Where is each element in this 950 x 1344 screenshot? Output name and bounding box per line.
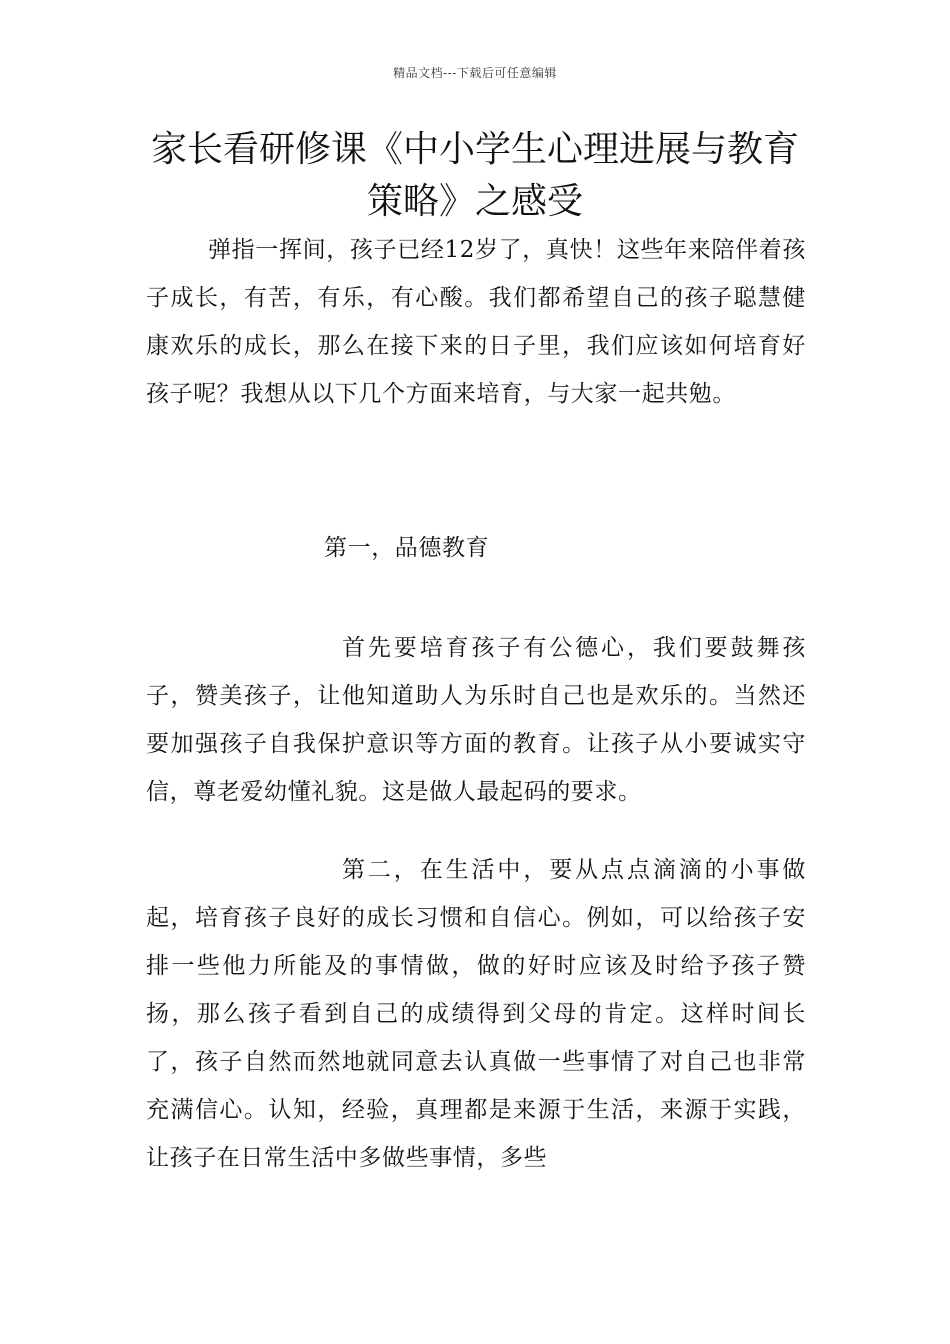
- header-note: 精品文档---下载后可任意编辑: [393, 66, 557, 80]
- section-heading: 第一，品德教育: [324, 535, 490, 561]
- document-title: 家长看研修课《中小学生心理进展与教育策略》之感受: [150, 129, 799, 222]
- daily-life-paragraph: 第二，在生活中，要从点点滴滴的小事做起，培育孩子良好的成长习惯和自信心。例如，可以给孩子安排一些他力所能及的事情做，做的好时应该及时给予孩子赞扬，那么孩子看到自己的成绩得到父母的肯定。这样时间长了，孩子自然而然地就同意去认真做一些事情了对自己也非常充满信心。认知，经验，真理都是来源于生活，来源于实践，让孩子在日常生活中多做些事情，多些: [146, 857, 806, 1171]
- intro-paragraph: 弹指一挥间，孩子已经12岁了，真快！这些年来陪伴着孩子成长，有苦，有乐，有心酸。我们都希望自己的孩子聪慧健康欢乐的成长，那么在接下来的日子里，我们应该如何培育好孩子呢？我想从以下几个方面来培育，与大家一起共勉。: [146, 237, 806, 407]
- moral-education-paragraph: 首先要培育孩子有公德心，我们要鼓舞孩子，赞美孩子，让他知道助人为乐时自己也是欢乐的。当然还要加强孩子自我保护意识等方面的教育。让孩子从小要诚实守信，尊老爱幼懂礼貌。这是做人最起码的要求。: [146, 635, 806, 805]
